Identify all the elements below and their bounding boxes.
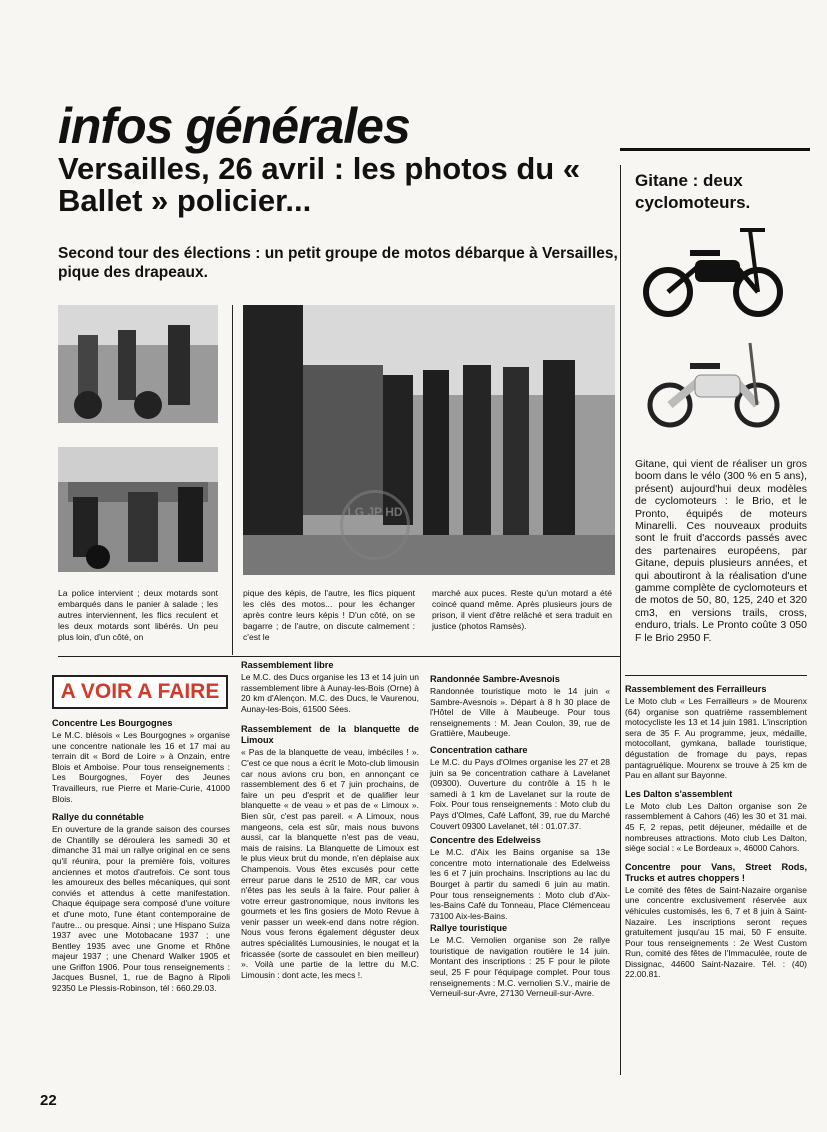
section-rule — [625, 675, 807, 676]
section-title: infos générales — [58, 98, 410, 154]
listing-title: Concentre des Edelweiss — [430, 835, 541, 846]
listing-title: Randonnée Sambre-Avesnois — [430, 674, 560, 684]
gitane-text: Gitane, qui vient de réaliser un gros boom dans le vélo (300 % en 5 ans), présent) aujourd'hui deux modèles de cyclomoteurs : le Brio, et le Pronto, équipés de moteurs Minarelli. Ces nouveaux produits sont le fruit d'accords passés avec des partenaires européens, par Gitane, depuis plusieurs années, et qui aboutiront à la réalisation d'une gamme complète de cyclomoteurs et de motos de 50, 80, 125, 240 et 320 cm3, en versions trails, cross, enduro, trials. Le Pronto coûte 3 050 F le Brio 2950 F. — [635, 458, 807, 644]
listings-col1 — [52, 718, 230, 994]
listing-text: Le Moto club Les Dalton organise son 2e rassemblement à Cahors (46) les 30 et 31 mai. 45 F, 2 repas, petit déjeuner, médaille et de nombreuses attractions. Moto club Les Dalton, siège social : « Le Bordeaux », 46000 Cahors. — [625, 800, 807, 854]
watermark-logo: LG JP HD — [340, 490, 410, 560]
listing — [52, 812, 230, 994]
listing-text: Le M.C. d'Aix les Bains organise sa 13e concentre moto internationale des Edelweiss les 6 et 7 juin prochains. Inscriptions au lac du Bourget à partir du samedi 6 juin au matin. Pour tous renseignements : Moto club d'Aix-les-Bains Café du Tonneau, Place Clémenceau 73100 Aix-les-Bains. — [430, 847, 610, 921]
listing — [241, 724, 419, 980]
listing-title: Rallye touristique — [430, 923, 508, 934]
listing — [625, 789, 807, 854]
caption-3: marché aux puces. Reste qu'un motard a été coincé quand même. Après plusieurs jours de prison, il vient d'être relâché et sera traduit en justice (photos Ramsès). — [432, 588, 612, 631]
listing-title: Rallye du connétable — [52, 812, 144, 823]
listing — [430, 835, 610, 921]
listing-title: Concentre Les Bourgognes — [52, 718, 173, 728]
title-rule — [620, 148, 810, 151]
listing-text: En ouverture de la grande saison des courses de Chantilly se déroulera les samedi 30 et dimanche 31 mai un rallye original en ce sens qu'il réunira, pour la première fois, voitures anciennes et motos d'autrefois. Ce sont tous les amoureux des belles mécaniques, qui sont conviés et attendus à cette manifestation. Chaque équipage sera composé d'une voiture et d'une moto, l'une étant contemporaine de l'autre... ou presque. Ainsi ; une Hispano Suiza 1937 avec une Motobacane 1937 ; une Bentley 1935 avec une Gnome et Rhône majeur 1937 ; une Chenard Walker 1905 et une Griffon 1906. Pour tous renseignements : Jacques Busnel, 1, rue de Bagno à Ripoli 92350 Le Plessis-Robinson, tél : 660.29.03. — [52, 824, 230, 994]
page-number: 22 — [40, 1092, 57, 1109]
headline: Versailles, 26 avril : les photos du « Ballet » policier... — [58, 151, 581, 218]
gitane-title: Gitane : deux cyclomoteurs. — [635, 171, 751, 212]
photo-main-van-police — [243, 305, 615, 575]
a-voir-a-faire-banner: A VOIR A FAIRE — [52, 675, 228, 709]
photo-police-bikers — [58, 305, 218, 423]
listing-text: Le M.C. Vernolien organise son 2e rallye touristique de navigation routière le 14 juin. Montant des inscriptions : 25 F pour le pilote seul, 25 F pour l'équipage complet. Pour tous renseignements : M.C. vernolien S.V., mairie de Verneuil-sur-Avre, 27130 Verneuil-sur-Avre. — [430, 935, 610, 999]
listing — [430, 745, 610, 831]
caption-2: pique des képis, de l'autre, les flics piquent les clés des motos... pour les échanger après contre leurs képis ! D'un côté, on se bagarre ; de l'autre, on discute calmement : c'est le — [243, 588, 415, 642]
listing-text: Le M.C. du Pays d'Olmes organise les 27 et 28 juin sa 9e concentration cathare à Lavelanet (09300). Ouverture du contrôle à 15 h le samedi à 1 km de Lavelanet sur la route de Foix. Pour tous renseignements : Moto club du Pays d'Olmes, Café Laffont, 39, rue du Marché Couvert 09300 Lavelanet, tél : 01.07.37. — [430, 756, 610, 831]
listing — [52, 718, 230, 804]
listing-title: Rassemblement des Ferrailleurs — [625, 684, 767, 694]
listing — [625, 684, 807, 781]
listing-title: Rassemblement de la blanquette de Limoux — [241, 724, 419, 746]
column-rule — [620, 165, 621, 1075]
listing — [430, 674, 610, 739]
listing-text: « Pas de la blanquette de veau, imbéciles ! ». C'est ce que nous a écrit le Moto-club limousin car nous avions cru bon, en annonçant ce rassemblement des 6 et 7 juin prochains, de faire un peu d'esprit et de qualifier leur blanquette « de veau » et pas de « Limoux ». Bien sûr, c'est pas pareil. « A Limoux, nous mangeons, cela est sûr, mais nous buvons aussi, car la blanquette n'est pas de veau, mais de raisins. La Blanquette de Limoux est le plus vieux brut du monde, n'en déplaise aux Champenois. Vous êtes excusés pour cette erreur parue dans le 2510 de MR, car vous n'êtes pas les seuls à la faire. Pour palier à votre erreur gastronomique, nous invitons les gourmets et les fins gosiers de Moto Revue à venir passer un week-end dans notre région. Nous vous ferons également déguster deux autres spécialités Lumousinies, le nougat et la fricassée (sorte de cassoulet en bien meilleur) ». Voilà une partie de la lettre du M.C. Limousin : dont acte, les mecs !. — [241, 747, 419, 980]
listings-col2 — [241, 660, 419, 980]
moped-image-light — [645, 335, 785, 430]
listing-text: Le M.C. des Ducs organise les 13 et 14 juin un rassemblement libre à Aunay-les-Bois (Orne) à 20 km d'Alençon. M.C. des Ducs, le Vaurenou, Aunay-les-Bois, 61500 Sées. — [241, 672, 419, 714]
listing-text: Le Moto club « Les Ferrailleurs » de Mourenx (64) organise son quatrième rassemblement motocycliste les 13 et 14 juin 1981. L'inscription sera de 35 F. Au programme, jeux, médaille, motocollant, gymkana, ballade touristique, dégustation de fromage du pays, repas pantagruélique. Mourenx se trouve à 25 km de Pau en allant sur Bayonne. — [625, 696, 807, 781]
listing-title: Concentration cathare — [430, 744, 528, 755]
listing — [241, 660, 419, 714]
listing-title: Les Dalton s'assemblent — [625, 788, 733, 799]
listing-text: Randonnée touristique moto le 14 juin « Sambre-Avesnois ». Départ à 8 h 30 place de l'Hôtel de Ville à Maubeuge. Pour tous renseignements : M. Jean Coulon, 39, rue de Grattière, Maubeuge. — [430, 686, 610, 739]
listing — [625, 862, 807, 980]
column-rule — [232, 305, 233, 655]
listings-col4 — [625, 684, 807, 980]
listing-title: Rassemblement libre — [241, 660, 334, 670]
listings-col3 — [430, 674, 610, 999]
caption-1: La police intervient ; deux motards sont embarqués dans le panier à salade ; les autres interviennent, les flics reculent et les deux motards sont libérés. Un peu plus loin, d'un côté, on — [58, 588, 218, 642]
lead-paragraph: Second tour des élections : un petit groupe de motos débarque à Versailles, pique des drapeaux. — [58, 245, 618, 281]
listing-text: Le M.C. blésois « Les Bourgognes » organise une concentre nationale les 16 et 17 mai au terrain dit « Bord de Loire » à Onzain, entre Blois et Amboise. Pour tous renseignements : Les Bourgognes, Foyer des Jeunes Travailleurs, rue Pierre et Marie-Curie, 41000 Blois. — [52, 730, 230, 804]
listing — [430, 923, 610, 999]
listing-text: Le comité des fêtes de Saint-Nazaire organise une concentre exclusivement réservée aux véhicules customisés, les 6, 7 et 8 juin à Saint-Nazaire. Les inscriptions seront reçues gratuitement jusqu'au 15 mai, 50 F ensuite. Pour tous renseignements : 2e West Custom Run, comité des fêtes de l'Immaculée, route de Dissignac, 44600 Saint-Nazaire. Tél. : (40) 22.00.81. — [625, 884, 807, 980]
section-rule — [58, 656, 620, 657]
listing-title: Concentre pour Vans, Street Rods, Trucks et autres choppers ! — [625, 861, 807, 883]
photo-crowd-motos — [58, 447, 218, 572]
moped-image-dark — [640, 220, 790, 320]
